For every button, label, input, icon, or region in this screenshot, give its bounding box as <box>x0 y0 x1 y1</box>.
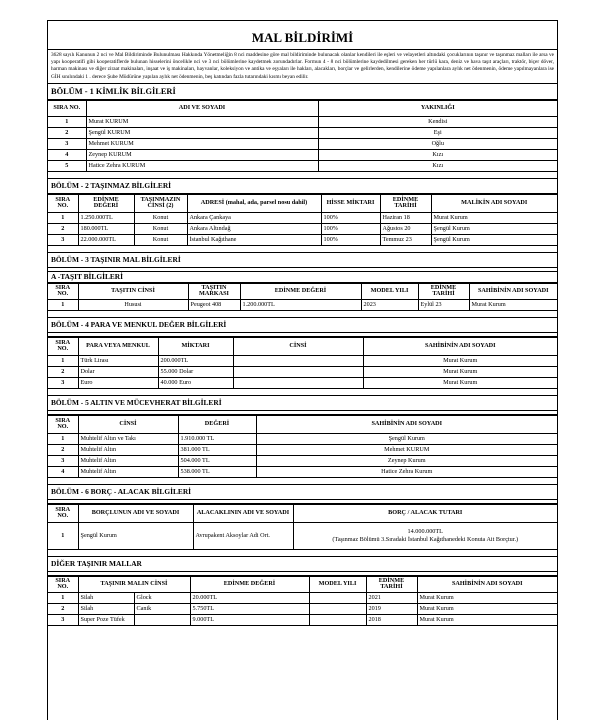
table-cell: Türk Lirası <box>78 355 158 366</box>
table-cell: 4 <box>48 466 78 477</box>
form-title: MAL BİLDİRİMİ <box>48 27 557 50</box>
table-cell: Dolar <box>78 366 158 377</box>
table-cell: Şengül Kurum <box>256 433 557 444</box>
table-cell: Hususi <box>78 299 188 310</box>
table-cell: Murat Kurum <box>417 603 557 614</box>
col-header: YAKINLIĞI <box>318 100 557 116</box>
table-cell <box>309 614 366 625</box>
table-cell: Muhtelif Altın <box>78 455 178 466</box>
money-table <box>48 337 557 389</box>
debt-amount-cell <box>293 522 557 549</box>
table-cell: 1 <box>48 355 78 366</box>
table-cell: 2023 <box>361 299 418 310</box>
col-header: CİNSİ <box>78 415 178 433</box>
table-cell <box>233 377 363 388</box>
table-cell: 1.910.000 TL <box>178 433 256 444</box>
col-header: SAHİBİNİN ADI SOYADI <box>417 576 557 592</box>
debt-table <box>48 504 557 550</box>
col-header: SIRA NO. <box>48 576 78 592</box>
vehicle-table <box>48 283 557 311</box>
section-1-title: BÖLÜM - 1 KİMLİK BİLGİLERİ <box>48 84 557 100</box>
debt-amount: 14.000.000TL <box>407 527 443 535</box>
table-cell: Murat KURUM <box>86 116 318 127</box>
table-cell: Temmuz 23 <box>380 234 431 245</box>
intro-paragraph: 3628 sayılı Kanunun 2 nci ve Mal Bildiriminde Bulunulması Hakkında Yönetmeliğin 8 nci maddesine göre mal bildiriminde bulunacak olanlar kendileri ile eşleri ve velayetleri altındaki çocuklarının taşınır ve taşınmaz malları ile arsa ve yapı kooperatifi gibi kooperatiflerde bulunan hisselerini öncelikle nci ve 3 nci bölümlerine kaydetmek zorundadırlar. Formun 4 - 8 nci bölümlerine kaydedilmesi gereken her türlü kara, deniz ve hava taşıt araçları, traktör, biçer döver, harman makinası ve diğer ziraat makinaları, inşaat ve iş makinaları, hayvanlar, koleksiyon ve antika ve eşyaları ile hakları, alacakları, borçlar ve gelirlerden, kendilerine ödeme yapılanlara aylık net ödenmenin, ödeme yapılmayanlara ise GİH sınılındaki 1 . derece Şube Müdürüne yapılan aylık net ödenmenin, beş katından fazla tutarındaki kısmı beyan edilir. <box>48 50 557 84</box>
col-header: TAŞITIN CİNSİ <box>78 283 188 299</box>
identity-table <box>48 100 557 172</box>
section-2-title: BÖLÜM - 2 TAŞINMAZ BİLGİLERİ <box>48 179 557 194</box>
table-cell: Canik <box>134 603 190 614</box>
section-6-title: BÖLÜM - 6 BORÇ - ALACAK BİLGİLERİ <box>48 485 557 500</box>
real-estate-table <box>48 194 557 246</box>
col-header: SIRA NO. <box>48 283 78 299</box>
table-cell: Murat Kurum <box>417 592 557 603</box>
col-header: BORÇLUNUN ADI VE SOYADI <box>78 504 193 522</box>
table-row <box>48 212 557 223</box>
col-header: TAŞINIR MALIN CİNSİ <box>78 576 190 592</box>
table-cell: Kızı <box>318 160 557 171</box>
table-row <box>48 466 557 477</box>
table-cell: Şengül KURUM <box>86 127 318 138</box>
table-cell: 2 <box>48 444 78 455</box>
table-cell: 1 <box>48 433 78 444</box>
table-cell: 4 <box>48 149 86 160</box>
col-header: EDİNME TARİHİ <box>380 194 431 212</box>
table-cell: Peugeot 408 <box>188 299 240 310</box>
table-cell: 3 <box>48 455 78 466</box>
table-row <box>48 366 557 377</box>
col-header: MODEL YILI <box>361 283 418 299</box>
declaration-form <box>47 20 558 720</box>
table-cell: 3 <box>48 377 78 388</box>
table-row <box>48 138 557 149</box>
table-cell: Murat Kurum <box>363 366 557 377</box>
table-cell: 55.000 Dolar <box>158 366 233 377</box>
table-cell: Şengül Kurum <box>78 522 193 549</box>
table-cell: Oğlu <box>318 138 557 149</box>
other-movables-table <box>48 576 557 626</box>
col-header: ADI VE SOYADI <box>86 100 318 116</box>
col-header: EDİNME DEĞERİ <box>190 576 309 592</box>
col-header: HİSSE MİKTARI <box>321 194 380 212</box>
table-row <box>48 592 557 603</box>
table-cell: Murat Kurum <box>469 299 557 310</box>
table-cell: Murat Kurum <box>363 377 557 388</box>
table-row <box>48 614 557 625</box>
table-cell: Şengül Kurum <box>431 234 557 245</box>
table-row <box>48 116 557 127</box>
col-header: EDİNME TARİHİ <box>418 283 469 299</box>
table-cell: 3 <box>48 614 78 625</box>
section-4-title: BÖLÜM - 4 PARA VE MENKUL DEĞER BİLGİLERİ <box>48 318 557 333</box>
col-header: DEĞERİ <box>178 415 256 433</box>
table-cell: 5 <box>48 160 86 171</box>
col-header: BORÇ / ALACAK TUTARI <box>293 504 557 522</box>
table-cell <box>233 366 363 377</box>
table-cell: Mehmet KURUM <box>256 444 557 455</box>
table-cell: 20.000TL <box>190 592 309 603</box>
col-header: SIRA NO. <box>48 194 78 212</box>
table-row <box>48 223 557 234</box>
table-row <box>48 377 557 388</box>
table-cell: 1 <box>48 299 78 310</box>
table-row <box>48 455 557 466</box>
table-cell: Haziran 18 <box>380 212 431 223</box>
table-cell: 100% <box>321 223 380 234</box>
table-cell: Kendisi <box>318 116 557 127</box>
col-header: PARA VEYA MENKUL <box>78 337 158 355</box>
table-cell: Şengül Kurum <box>431 223 557 234</box>
col-header: SAHİBİNİN ADI SOYADI <box>469 283 557 299</box>
col-header: MİKTARI <box>158 337 233 355</box>
table-cell: Avrupakent Aksoylar Adi Ort. <box>193 522 293 549</box>
table-cell: 538.000 TL <box>178 466 256 477</box>
table-cell: 100% <box>321 234 380 245</box>
table-cell: Konut <box>134 223 187 234</box>
col-header: MALİKİN ADI SOYADI <box>431 194 557 212</box>
col-header: SAHİBİNİN ADI SOYADI <box>256 415 557 433</box>
table-cell: 22.000.000TL <box>78 234 134 245</box>
section-5-title: BÖLÜM - 5 ALTIN VE MÜCEVHERAT BİLGİLERİ <box>48 396 557 411</box>
col-header: EDİNME TARİHİ <box>366 576 417 592</box>
table-cell: 3 <box>48 234 78 245</box>
col-header: MODEL YILI <box>309 576 366 592</box>
table-cell: Super Poze Tüfek <box>78 614 134 625</box>
table-row <box>48 299 557 310</box>
section-3-title: BÖLÜM - 3 TAŞINIR MAL BİLGİLERİ <box>48 253 557 268</box>
table-cell: 2021 <box>366 592 417 603</box>
table-cell: Silah <box>78 592 134 603</box>
table-cell: Muhtelif Altın <box>78 466 178 477</box>
table-cell: Murat Kurum <box>431 212 557 223</box>
table-cell: Zeynep Kurum <box>256 455 557 466</box>
col-header: TAŞINMAZIN CİNSİ (2) <box>134 194 187 212</box>
table-row <box>48 234 557 245</box>
table-cell: Kızı <box>318 149 557 160</box>
table-row <box>48 522 557 549</box>
table-cell: 200.000TL <box>158 355 233 366</box>
table-cell: 9.000TL <box>190 614 309 625</box>
col-header: SAHİBİNİN ADI SOYADI <box>363 337 557 355</box>
table-cell: Muhtelif Altın ve Takı <box>78 433 178 444</box>
table-cell: Hatice Zehra KURUM <box>86 160 318 171</box>
col-header: EDİNME DEĞERİ <box>240 283 361 299</box>
col-header: EDİNME DEĞERİ <box>78 194 134 212</box>
table-cell: Glock <box>134 592 190 603</box>
table-cell: Muhtelif Altın <box>78 444 178 455</box>
table-cell <box>233 355 363 366</box>
table-cell: İstanbul Kağıthane <box>187 234 321 245</box>
col-header: ALACAKLININ ADI VE SOYADI <box>193 504 293 522</box>
col-header: SIRA NO. <box>48 337 78 355</box>
table-cell: 1.200.000TL <box>240 299 361 310</box>
table-cell: Konut <box>134 234 187 245</box>
table-cell <box>309 603 366 614</box>
table-cell: Konut <box>134 212 187 223</box>
table-cell: 1.250.000TL <box>78 212 134 223</box>
table-cell: Euro <box>78 377 158 388</box>
table-cell: Ankara Altındağ <box>187 223 321 234</box>
table-cell <box>309 592 366 603</box>
table-cell: 1 <box>48 212 78 223</box>
table-cell: 381.000 TL <box>178 444 256 455</box>
table-cell: 1 <box>48 522 78 549</box>
table-cell: 100% <box>321 212 380 223</box>
table-cell: 40.000 Euro <box>158 377 233 388</box>
table-cell: 2018 <box>366 614 417 625</box>
table-cell: 2 <box>48 223 78 234</box>
table-cell: 3 <box>48 138 86 149</box>
table-row <box>48 149 557 160</box>
table-cell: 1 <box>48 116 86 127</box>
table-cell: 180.000TL <box>78 223 134 234</box>
table-cell: 5.750TL <box>190 603 309 614</box>
table-cell: 504.000 TL <box>178 455 256 466</box>
section-7-title: DİĞER TAŞINIR MALLAR <box>48 557 557 572</box>
col-header: ADRESİ (mahal, ada, parsel nosu dahil) <box>187 194 321 212</box>
table-cell: Zeynep KURUM <box>86 149 318 160</box>
table-cell: 1 <box>48 592 78 603</box>
table-row <box>48 127 557 138</box>
col-header: SIRA NO. <box>48 504 78 522</box>
table-cell: Eylül 23 <box>418 299 469 310</box>
table-cell <box>134 614 190 625</box>
table-cell: 2 <box>48 366 78 377</box>
table-cell: Murat Kurum <box>363 355 557 366</box>
table-row <box>48 603 557 614</box>
table-row <box>48 160 557 171</box>
col-header: TAŞITIN MARKASI <box>188 283 240 299</box>
col-header: SIRA NO. <box>48 415 78 433</box>
table-cell: Murat Kurum <box>417 614 557 625</box>
table-row <box>48 355 557 366</box>
table-cell: 2 <box>48 603 78 614</box>
table-cell: Mehmet KURUM <box>86 138 318 149</box>
table-row <box>48 444 557 455</box>
col-header: CİNSİ <box>233 337 363 355</box>
vehicle-subsection-title: A -TAŞIT BİLGİLERİ <box>48 272 557 283</box>
table-row <box>48 433 557 444</box>
table-cell: 2 <box>48 127 86 138</box>
table-cell: Hatice Zehra Kurum <box>256 466 557 477</box>
table-cell: Ağustos 20 <box>380 223 431 234</box>
table-cell: Silah <box>78 603 134 614</box>
table-cell: Eşi <box>318 127 557 138</box>
table-cell: Ankara Çankaya <box>187 212 321 223</box>
table-cell: 2019 <box>366 603 417 614</box>
gold-table <box>48 415 557 478</box>
debt-note: (Taşınmaz Bölümü 3.Sıradaki İstanbul Kağıthanedeki Konuta Ait Borçtur.) <box>332 535 519 543</box>
col-header: SIRA NO. <box>48 100 86 116</box>
